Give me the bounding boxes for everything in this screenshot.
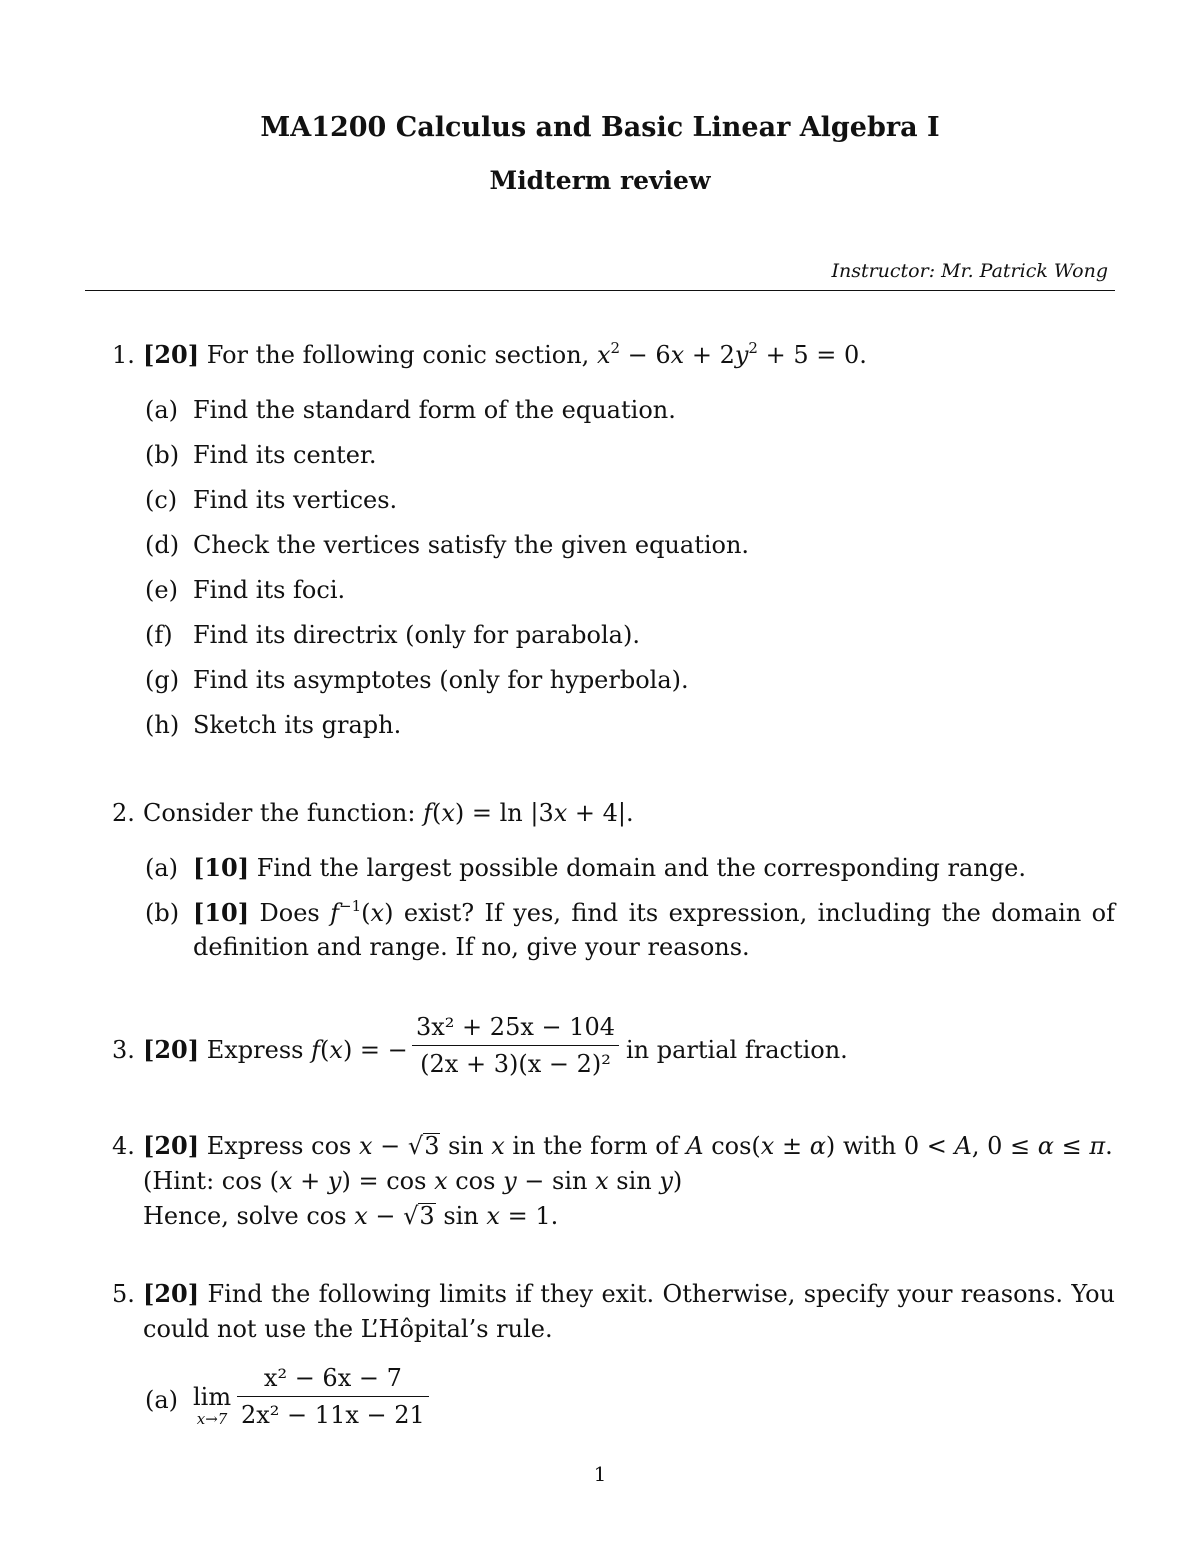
- header-rule: [85, 290, 1115, 291]
- q2-part-b-marks: [10]: [193, 898, 250, 927]
- q3-marks: [20]: [143, 1035, 200, 1064]
- q5-part-a-denominator: 2x² − 11x − 21: [241, 1401, 425, 1429]
- q2-part-b-inverse: $f^{-1}(x)$: [330, 897, 394, 927]
- q2-function: f(x) = ln |3x + 4|.: [423, 799, 634, 827]
- q4-middle-text: in the form of: [512, 1132, 679, 1160]
- q3-stem: [143, 1035, 408, 1065]
- q1-part-a-label: (a): [145, 396, 179, 424]
- q1-equation: $x^2 - 6x + 2y^2 + 5 = 0$.: [596, 339, 867, 369]
- q5-part-a-fraction: [237, 1364, 429, 1429]
- q5-number: 5.: [112, 1280, 135, 1308]
- q2-part-a: [193, 853, 1026, 883]
- q1-number: 1.: [112, 341, 135, 369]
- q5-stem-line1: [143, 1279, 1115, 1309]
- q3-number: 3.: [112, 1036, 135, 1064]
- q1-part-c: Find its vertices.: [193, 486, 398, 514]
- q1-part-d-label: (d): [145, 531, 180, 559]
- q1-marks: [20]: [143, 340, 200, 369]
- q2-part-b-line1: [193, 898, 1115, 928]
- q5-stem-line2: could not use the L’Hôpital’s rule.: [143, 1315, 553, 1343]
- q1-part-f: Find its directrix (only for parabola).: [193, 621, 640, 649]
- q2-part-b-text-before: Does: [259, 899, 320, 927]
- q4-hence: [143, 1201, 558, 1231]
- q4-number: 4.: [112, 1132, 135, 1160]
- q1-part-a: Find the standard form of the equation.: [193, 396, 676, 424]
- q1-stem: [143, 340, 867, 370]
- q1-part-f-label: (f): [145, 621, 173, 649]
- q3-numerator: 3x² + 25x − 104: [412, 1013, 619, 1046]
- instructor-name: Instructor: Mr. Patrick Wong: [831, 260, 1108, 282]
- q2-part-a-label: (a): [145, 854, 179, 882]
- q1-part-h: Sketch its graph.: [193, 711, 402, 739]
- q5-part-a-limit: [193, 1383, 232, 1430]
- q4-hint: [143, 1166, 682, 1196]
- page-subtitle: Midterm review: [489, 166, 711, 195]
- q3-denominator: (2x + 3)(x − 2)²: [420, 1050, 611, 1078]
- q2-part-a-text: Find the largest possible domain and the corresponding range.: [256, 854, 1026, 882]
- q4-with-text: with: [842, 1132, 897, 1160]
- q2-stem-text: Consider the function:: [143, 799, 416, 827]
- q1-part-e-label: (e): [145, 576, 178, 604]
- q4-equation: cos x − √3 sin x = 1.: [306, 1202, 559, 1230]
- q1-part-c-label: (c): [145, 486, 178, 514]
- q1-part-g: Find its asymptotes (only for hyperbola).: [193, 666, 689, 694]
- q2-part-b-text-after: exist? If yes, find its expression, including the domain of: [403, 899, 1115, 927]
- q3-tail: in partial fraction.: [626, 1036, 848, 1064]
- q3-lhs: f(x) = −: [311, 1036, 408, 1064]
- q1-stem-text: For the following conic section,: [206, 341, 590, 369]
- q1-part-d: Check the vertices satisfy the given equation.: [193, 531, 750, 559]
- q4-stem-text: Express: [206, 1132, 304, 1160]
- q4-hence-text: Hence, solve: [143, 1202, 299, 1230]
- q1-part-h-label: (h): [145, 711, 180, 739]
- q1-part-b-label: (b): [145, 441, 180, 469]
- q4-line1: [143, 1131, 1113, 1161]
- q4-hint-prefix: (Hint:: [143, 1167, 215, 1195]
- page-number: 1: [593, 1462, 607, 1486]
- q5-part-a-label: (a): [145, 1386, 179, 1414]
- q1-part-e: Find its foci.: [193, 576, 346, 604]
- q4-expression: cos x − √3 sin x: [311, 1132, 505, 1160]
- q3-stem-text: Express: [206, 1036, 304, 1064]
- q4-marks: [20]: [143, 1131, 200, 1160]
- q2-part-a-marks: [10]: [193, 853, 250, 882]
- page-title: MA1200 Calculus and Basic Linear Algebra I: [260, 112, 940, 143]
- q4-conditions: 0 < A, 0 ≤ α ≤ π.: [903, 1132, 1113, 1160]
- q5-lim-word: lim: [193, 1383, 232, 1411]
- q1-part-g-label: (g): [145, 666, 180, 694]
- q1-part-b: Find its center.: [193, 441, 377, 469]
- q5-part-a-numerator: x² − 6x − 7: [237, 1364, 429, 1397]
- q3-fraction: [412, 1013, 619, 1078]
- q4-hint-formula: cos (x + y) = cos x cos y − sin x sin y): [221, 1167, 683, 1195]
- q2-part-b-label: (b): [145, 899, 180, 927]
- q2-part-b-line2: definition and range. If no, give your reasons.: [193, 933, 750, 961]
- q2-number: 2.: [112, 799, 135, 827]
- q5-lim-subscript: x→7: [196, 1410, 228, 1428]
- q5-marks: [20]: [143, 1279, 200, 1308]
- q2-stem: [143, 798, 634, 828]
- q4-form: A cos(x ± α): [686, 1132, 836, 1160]
- q5-stem-text: Find the following limits if they exit. Otherwise, specify your reasons. You: [207, 1280, 1115, 1308]
